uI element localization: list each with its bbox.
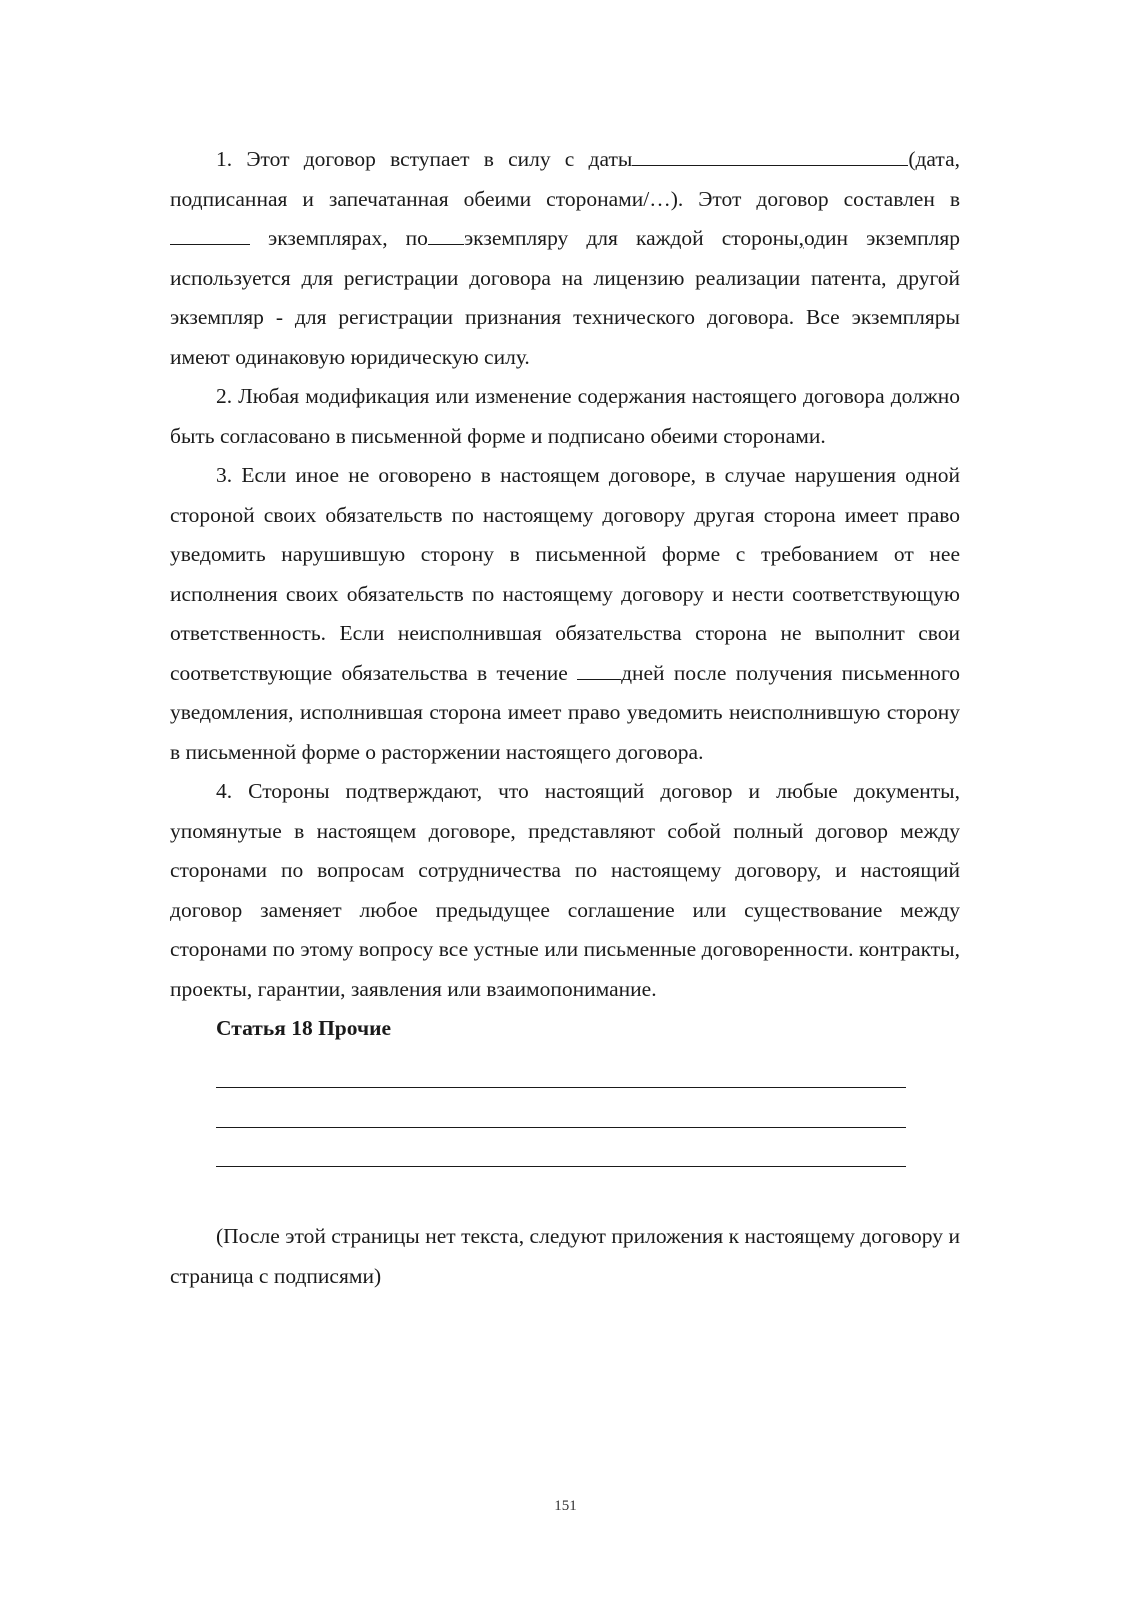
article-heading: Статья 18 Прочие — [216, 1016, 392, 1040]
clause-1-text-d: экземпляру для каждой стороны — [463, 226, 799, 250]
spacer — [170, 1167, 960, 1217]
clause-3-text-b: дней после получения письменного уведомления, исполнившая сторона имеет право уведомить неисполнившую сторону в письменной форме о расторжении настоящего договора. — [170, 660, 960, 764]
copies-per-party-blank — [428, 223, 464, 246]
clause-4: 4. Стороны подтверждают, что настоящий договор и любые документы, упомянутые в настоящем договоре, представляют собой полный договор между сторонами по вопросам сотрудничества по настоящему договору, и настоящий договор заменяет любое предыдущее соглашение или существование между сторонами по этому вопросу все устные или письменные договоренности. контракты, проекты, гарантии, заявления или взаимопонимание. — [170, 779, 960, 1001]
document-body — [170, 140, 960, 1296]
closing-note: (После этой страницы нет текста, следуют приложения к настоящему договору и страница с подписями) — [170, 1224, 960, 1288]
date-blank — [632, 144, 908, 167]
fill-line — [216, 1088, 906, 1128]
fill-in-lines — [216, 1049, 906, 1168]
clause-1-text-a: 1. Этот договор вступает в силу с даты — [216, 147, 633, 171]
clause-1-comma: , — [798, 226, 804, 250]
clause-1-text-e: один экземпляр используется для регистрации договора на лицензию реализации патента, другой экземпляр - для регистрации признания технического договора. Все экземпляры имеют одинаковую юридическую силу. — [170, 226, 960, 369]
clause-1-text-b: (дата, подписанная и запечатанная обеими сторонами/…). Этот договор составлен в — [170, 147, 960, 211]
days-blank — [577, 657, 621, 680]
fill-line — [216, 1128, 906, 1168]
clause-1 — [170, 140, 960, 377]
copies-count-blank — [170, 223, 250, 246]
fill-line — [216, 1049, 906, 1089]
clause-2: 2. Любая модификация или изменение содержания настоящего договора должно быть согласовано в письменной форме и подписано обеими сторонами. — [170, 384, 960, 448]
clause-1-text-c: экземплярах, по — [250, 226, 428, 250]
page-number: 151 — [554, 1498, 577, 1514]
clause-3 — [170, 456, 960, 772]
clause-3-text-a: 3. Если иное не оговорено в настоящем договоре, в случае нарушения одной стороной своих обязательств по настоящему договору другая сторона имеет право уведомить нарушившую сторону в письменной форме с требованием от нее исполнения своих обязательств по настоящему договору и нести соответствующую ответственность. Если неисполнившая обязательства сторона не выполнит свои соответствующие обязательства в течение — [170, 463, 960, 685]
